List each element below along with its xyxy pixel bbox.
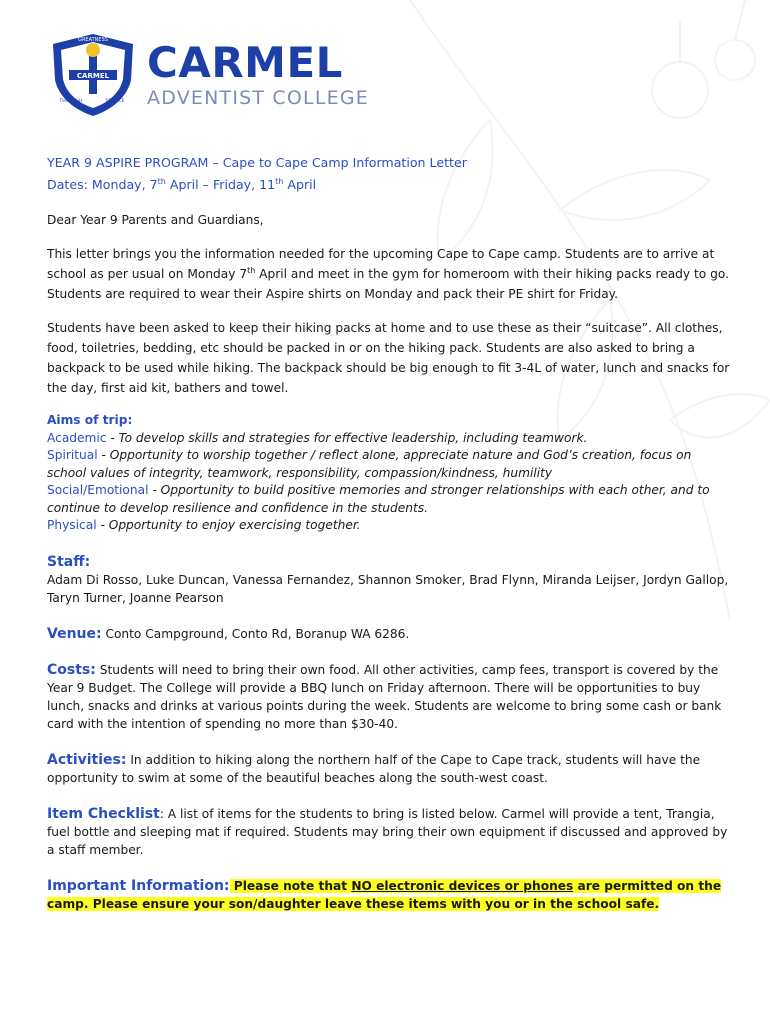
paragraph-packing: Students have been asked to keep their hiking packs at home and to use these as their “suitcase”. All clothes, food, toiletries, bedding, etc should be packed in or on the hiking pack. Students are also asked to bring a backpack to be used while hiking. The backpack should be big enough to fit 3-4L of water, lunch and snacks for the day, first aid kit, bathers and towel.: [47, 321, 730, 395]
staff-names: Adam Di Rosso, Luke Duncan, Vanessa Fernandez, Shannon Smoker, Brad Flynn, Miranda Leijser, Jordyn Gallop, Taryn Turner, Joanne Pearson: [47, 572, 729, 605]
letterhead: [47, 32, 369, 118]
important-text-3: are permitted on the camp. Please ensure your son/daughter leave these items with you or in the school safe.: [47, 878, 722, 911]
college-subtitle: ADVENTIST COLLEGE: [147, 87, 369, 109]
aims-section: [47, 412, 732, 535]
dates-sup2: th: [275, 176, 284, 186]
p1-part2: April and meet in the gym for homeroom with their hiking packs ready to go. Students are required to wear their Aspire shirts on Monday and pack their PE shirt for Friday.: [47, 267, 729, 301]
staff-label: Staff:: [47, 553, 91, 570]
aim-key: Physical: [47, 518, 97, 532]
venue-label: Venue:: [47, 625, 102, 642]
activities-label: Activities:: [47, 751, 127, 768]
important-label: Important Information:: [47, 877, 230, 894]
venue-section: [47, 625, 732, 643]
dates-part3: April: [283, 177, 317, 192]
aim-text: - Opportunity to enjoy exercising together.: [96, 518, 361, 532]
crest-band-text: CARMEL: [76, 72, 110, 80]
venue-text: Conto Campground, Conto Rd, Boranup WA 6286.: [101, 626, 410, 641]
costs-section: [47, 661, 732, 733]
college-crest-icon: [47, 32, 139, 118]
activities-section: [47, 751, 732, 787]
college-brand: [147, 38, 369, 109]
aim-text: - Opportunity to worship together / reflect alone, appreciate nature and God’s creation, focus on school values of integrity, teamwork, responsibility, compassion/kindness, humility: [47, 448, 692, 480]
aim-academic: [47, 430, 732, 448]
letter-title: YEAR 9 ASPIRE PROGRAM – Cape to Cape Camp Information Letter: [47, 155, 467, 170]
salutation: Dear Year 9 Parents and Guardians,: [47, 213, 264, 227]
aim-key: Spiritual: [47, 448, 98, 462]
aim-text: - To develop skills and strategies for effective leadership, including teamwork.: [106, 430, 588, 445]
activities-text: In addition to hiking along the northern half of the Cape to Cape track, students will have the opportunity to swim at some of the beautiful beaches along the south-west coast.: [47, 752, 701, 785]
costs-text: Students will need to bring their own food. All other activities, camp fees, transport is covered by the Year 9 Budget. The College will provide a BBQ lunch on Friday afternoon. There will be opportunities to buy lunch, snacks and drinks at various points during the week. Students are welcome to bring some cash or bank card with the intention of spending no more than $30-40.: [47, 662, 722, 731]
college-name: CARMEL: [147, 38, 343, 87]
letter-body: [47, 152, 732, 913]
p1-part1: This letter brings you the information needed for the upcoming Cape to Cape camp. Students are to arrive at school as per usual on Monday 7: [47, 247, 715, 281]
paragraph-arrival: [47, 244, 732, 304]
checklist-text: : A list of items for the students to bring is listed below. Carmel will provide a tent, Trangia, fuel bottle and sleeping mat if required. Students may bring their own equipment if discussed and approved by a staff member.: [47, 806, 728, 857]
crest-left-text: THROUGH: [59, 99, 83, 104]
aim-social-emotional: [47, 482, 732, 517]
letter-dates: [47, 174, 732, 196]
aim-key: Social/Emotional: [47, 483, 149, 497]
dates-sup1: th: [157, 176, 166, 186]
checklist-section: [47, 805, 732, 859]
dates-part1: Dates: Monday, 7: [47, 177, 158, 192]
dates-part2: April – Friday, 11: [165, 177, 276, 192]
crest-top-text: GREATNESS: [78, 37, 108, 43]
aim-key: Academic: [47, 430, 107, 445]
aim-spiritual: [47, 447, 732, 482]
crest-right-text: SERVICE: [105, 99, 125, 104]
p1-sup: th: [247, 265, 256, 275]
aim-text: - Opportunity to build positive memories and stronger relationships with each other, and to continue to develop resilience and confidence in the students.: [47, 483, 710, 515]
important-section: [47, 877, 732, 913]
costs-label: Costs:: [47, 661, 96, 678]
important-text-2: NO electronic devices or phones: [351, 878, 574, 893]
checklist-label: Item Checklist: [47, 805, 160, 822]
aims-heading: Aims of trip:: [47, 413, 133, 427]
important-text-1: Please note that: [229, 878, 352, 893]
aim-physical: [47, 517, 732, 535]
staff-section: [47, 553, 732, 607]
